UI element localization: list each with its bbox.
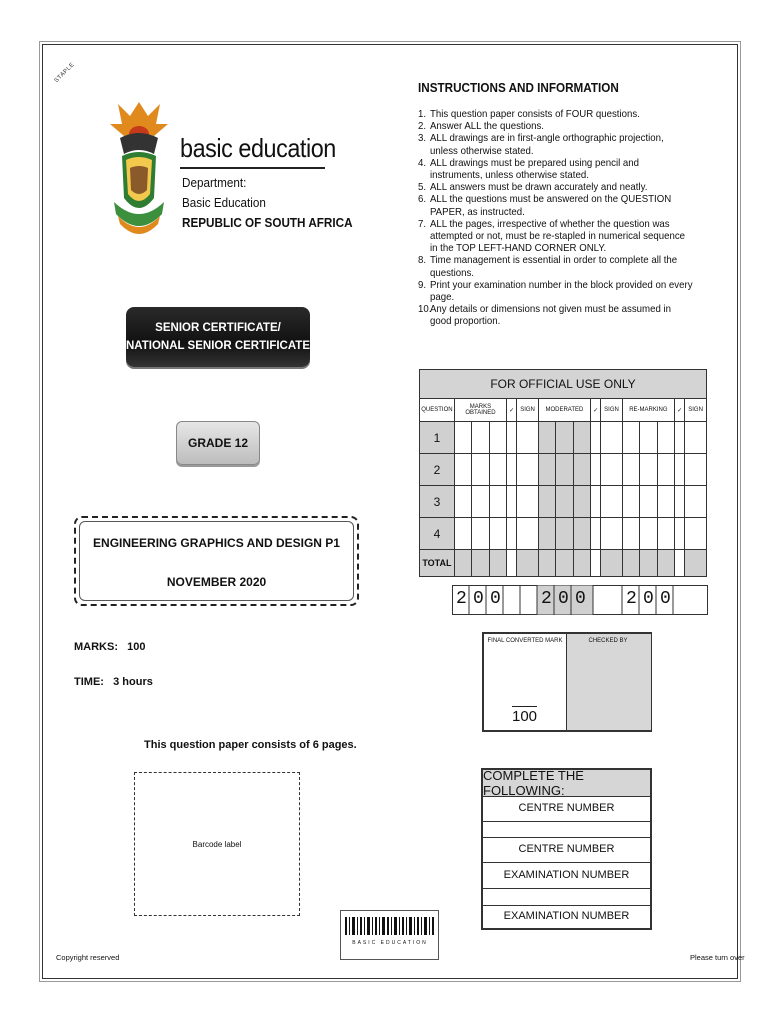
final-out-of: 100	[512, 708, 538, 725]
total-label: TOTAL	[420, 550, 455, 577]
instruction-item: 9. Print your examination number in the block provided on every page.	[418, 278, 693, 304]
instruction-item: 10. Any details or dimensions not given must be assumed in good proportion.	[418, 303, 672, 328]
col-tick: ✓	[674, 399, 684, 422]
col-remarking: RE-MARKING	[622, 399, 674, 422]
country-name: REPUBLIC OF SOUTH AFRICA	[182, 215, 353, 230]
official-use-title: FOR OFFICIAL USE ONLY	[420, 370, 707, 399]
instructions-list	[418, 108, 694, 328]
table-row	[420, 518, 707, 550]
table-row	[420, 486, 707, 518]
totals-strip	[452, 585, 708, 615]
question-number: 3	[420, 486, 455, 518]
centre-number-label: CENTRE NUMBER	[518, 802, 615, 814]
barcode-bars-icon	[345, 917, 442, 941]
copyright-note: Copyright reserved	[56, 953, 120, 962]
centre-number-label: CENTRE NUMBER	[518, 843, 615, 855]
instruction-item: 7. ALL the pages, irrespective of whether the question was attempted or not, must be re-stapled in numerical sequence in the TOP LEFT-HAND CORNER ONLY.	[418, 217, 686, 255]
col-sign: SIGN	[517, 399, 539, 422]
candidate-details-title: COMPLETE THE FOLLOWING:	[483, 770, 650, 797]
question-number: 2	[420, 454, 455, 486]
instruction-item: 5. ALL answers must be drawn accurately and neatly.	[418, 181, 648, 194]
col-tick: ✓	[507, 399, 517, 422]
staple-label: STAPLE	[53, 61, 76, 85]
instruction-item: 3. ALL drawings are in first-angle orthographic projection, unless otherwise stated.	[418, 132, 664, 157]
brand-name: basic education	[180, 133, 336, 163]
coat-of-arms-logo	[108, 98, 170, 248]
checked-by-label: CHECKED BY	[588, 638, 628, 644]
total-digit: 2	[541, 589, 552, 609]
question-number: 4	[420, 518, 455, 550]
barcode-caption: BASIC EDUCATION	[352, 940, 428, 946]
instruction-item: 8. Time management is essential in order to complete all the questions.	[418, 254, 678, 279]
marks-total: MARKS: 100	[74, 641, 146, 653]
col-moderated: MODERATED	[538, 399, 590, 422]
instruction-item: 1. This question paper consists of FOUR questions.	[418, 108, 640, 120]
col-marks-obtained: MARKS OBTAINED	[454, 399, 506, 422]
table-row	[420, 422, 707, 454]
barcode-image	[340, 910, 439, 960]
exam-date: NOVEMBER 2020	[166, 575, 267, 589]
examination-number-label: EXAMINATION NUMBER	[503, 869, 630, 881]
centre-number-field[interactable]	[483, 822, 650, 836]
col-tick: ✓	[591, 399, 601, 422]
total-digit: 2	[456, 589, 467, 609]
certificate-line-2: NATIONAL SENIOR CERTIFICATE	[126, 340, 310, 352]
total-digit: 0	[660, 589, 671, 609]
subject-title: ENGINEERING GRAPHICS AND DESIGN P1	[93, 536, 340, 550]
subject-box	[74, 516, 359, 606]
checked-by-field[interactable]	[566, 634, 651, 730]
instructions-title: INSTRUCTIONS AND INFORMATION	[418, 80, 619, 95]
department-label: Department:	[182, 175, 247, 190]
official-use-table	[419, 369, 707, 577]
question-number: 1	[420, 422, 455, 454]
pages-note: This question paper consists of 6 pages.	[144, 739, 357, 751]
examination-number-label: EXAMINATION NUMBER	[503, 910, 630, 922]
brand-divider	[180, 167, 325, 169]
department-name: Basic Education	[182, 195, 266, 210]
total-digit: 0	[575, 589, 586, 609]
total-digit: 0	[558, 589, 569, 609]
examination-number-field[interactable]	[483, 889, 650, 905]
col-sign: SIGN	[601, 399, 623, 422]
total-digit: 0	[643, 589, 654, 609]
turn-over-note: Please turn over	[690, 953, 745, 962]
total-row	[420, 550, 707, 577]
col-question: QUESTION	[420, 399, 455, 422]
total-digit: 2	[626, 589, 637, 609]
grade-badge: GRADE 12	[176, 421, 260, 465]
certificate-banner	[126, 307, 310, 367]
instruction-item: 2. Answer ALL the questions.	[418, 120, 544, 133]
certificate-line-1: SENIOR CERTIFICATE/	[155, 322, 281, 334]
col-sign: SIGN	[685, 399, 707, 422]
time-allowed: TIME: 3 hours	[74, 676, 153, 688]
total-digit: 0	[490, 589, 501, 609]
instruction-item: 6. ALL the questions must be answered on the QUESTION PAPER, as instructed.	[418, 193, 672, 218]
instruction-item: 4. ALL drawings must be prepared using pencil and instruments, unless otherwise stated.	[418, 156, 640, 182]
barcode-label-text: Barcode label	[192, 840, 242, 849]
table-row	[420, 454, 707, 486]
final-mark-label: FINAL CONVERTED MARK	[487, 638, 563, 644]
total-digit: 0	[473, 589, 484, 609]
